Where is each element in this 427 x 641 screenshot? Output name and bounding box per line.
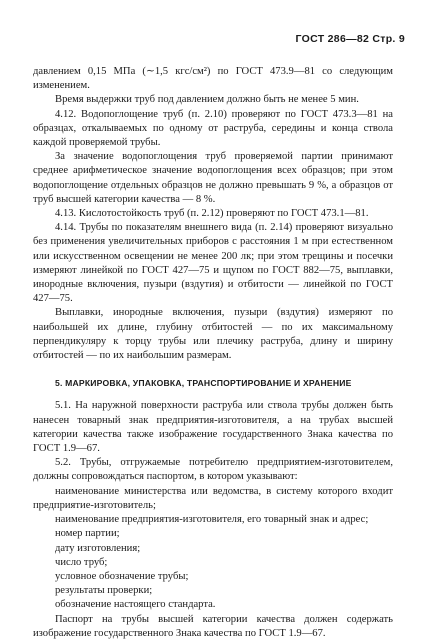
list-item: номер партии; xyxy=(55,528,120,540)
paragraph: За значение водопоглощения труб проверяемой партии принимают среднее арифметическое значение водопоглощения всех образцов; при этом водопоглощение отдельных образцов не должно превышать 9 %, а образцов от труб высшей категории качества — 8 %. xyxy=(33,151,393,205)
paragraph: наименование предприятия-изготовителя, его товарный знак и адрес; xyxy=(55,514,369,526)
page-header: ГОСТ 286—82 Стр. 9 xyxy=(295,33,405,45)
list-item: результаты проверки; xyxy=(55,585,153,597)
paragraph: наименование министерства или ведомства, в систему которого входит предприятие-изготовитель; xyxy=(33,485,393,511)
paragraph-5-2: 5.2. Трубы, отгружаемые потребителю предприятием-изготовителем, должны сопровождаться паспортом, в котором указывают: xyxy=(33,457,393,483)
list-item: условное обозначение трубы; xyxy=(55,570,189,582)
paragraph-4-14: 4.14. Трубы по показателям внешнего вида (п. 2.14) проверяют визуально без применения увеличительных приборов с расстояния 1 м при естественном или искусственном освещении не менее 200 лк; при этом трещины и посечки измеряют линейкой по ГОСТ 427—75 и щупом по ГОСТ 882—75, выплавки, инородные включения, пузыри (вздутия) и отбитости — линейкой по ГОСТ 427—75. xyxy=(33,222,393,305)
paragraph-4-13: 4.13. Кислотостойкость труб (п. 2.12) проверяют по ГОСТ 473.1—81. xyxy=(55,208,369,220)
document-body xyxy=(33,65,393,641)
section-heading: 5. МАРКИРОВКА, УПАКОВКА, ТРАНСПОРТИРОВАНИЕ И ХРАНЕНИЕ xyxy=(55,378,352,389)
paragraph: Выплавки, инородные включения, пузыри (вздутия) измеряют по наибольшей их длине, глубину отбитостей — по их максимальному перпендикуляру к торцу трубы или плечику раструба, длину и ширину отбитостей — по их наибольшим размерам. xyxy=(33,307,393,362)
paragraph-5-1: 5.1. На наружной поверхности раструба или ствола трубы должен быть нанесен товарный знак предприятия-изготовителя, а на трубах высшей категории качества также изображение государственного Знака качества по ГОСТ 1.9—67. xyxy=(33,400,393,455)
passport-list xyxy=(33,527,393,612)
list-item: дату изготовления; xyxy=(55,542,141,554)
paragraph: Время выдержки труб под давлением должно быть не менее 5 мин. xyxy=(55,94,359,106)
list-item: обозначение настоящего стандарта. xyxy=(55,599,216,611)
paragraph-4-12: 4.12. Водопоглощение труб (п. 2.10) проверяют по ГОСТ 473.3—81 на образцах, откалываемых по одному от раструба, середины и конца ствола каждой проверяемой трубы. xyxy=(33,108,393,149)
paragraph: давлением 0,15 МПа (∼1,5 кгс/см²) по ГОСТ 473.9—81 со следующим изменением. xyxy=(33,66,393,92)
paragraph: Паспорт на трубы высшей категории качества должен содержать изображение государственного Знака качества по ГОСТ 1.9—67. xyxy=(33,613,393,639)
list-item: число труб; xyxy=(55,556,108,568)
